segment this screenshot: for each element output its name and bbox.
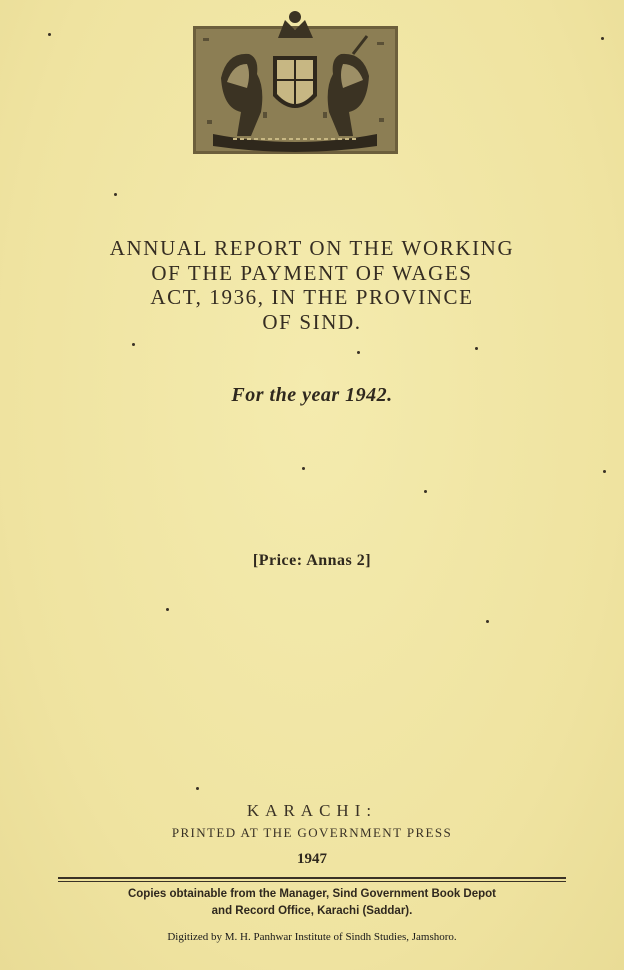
paper-speck xyxy=(357,351,360,354)
price-label: [Price: Annas 2] xyxy=(252,552,372,569)
title-line: OF THE PAYMENT OF WAGES xyxy=(151,260,473,285)
paper-speck xyxy=(486,620,489,623)
paper-speck xyxy=(132,343,135,346)
digitization-credit: Digitized by M. H. Panhwar Institute of Sindh Studies, Jamshoro. xyxy=(167,931,457,943)
publication-year: 1947 xyxy=(297,851,327,867)
printer-line: PRINTED AT THE GOVERNMENT PRESS xyxy=(171,825,453,840)
availability-note xyxy=(0,886,624,920)
paper-speck xyxy=(302,467,305,470)
availability-line: and Record Office, Karachi (Saddar). xyxy=(211,905,413,917)
paper-speck xyxy=(48,33,51,36)
paper-speck xyxy=(475,347,478,350)
paper-speck xyxy=(114,193,117,196)
publication-city: KARACHI: xyxy=(246,801,378,820)
coat-of-arms-icon xyxy=(193,8,398,154)
report-year: For the year 1942. xyxy=(231,384,393,406)
divider xyxy=(58,877,566,882)
title-line: OF SIND. xyxy=(262,309,362,334)
paper-speck xyxy=(196,787,199,790)
title-line: ACT, 1936, IN THE PROVINCE xyxy=(150,285,474,309)
paper-speck xyxy=(424,490,427,493)
availability-line: Copies obtainable from the Manager, Sind Government Book Depot xyxy=(127,888,497,900)
paper-speck xyxy=(166,608,169,611)
title-line: ANNUAL REPORT ON THE WORKING xyxy=(109,236,515,260)
paper-speck xyxy=(603,470,606,473)
report-title xyxy=(40,236,584,334)
paper-speck xyxy=(601,37,604,40)
